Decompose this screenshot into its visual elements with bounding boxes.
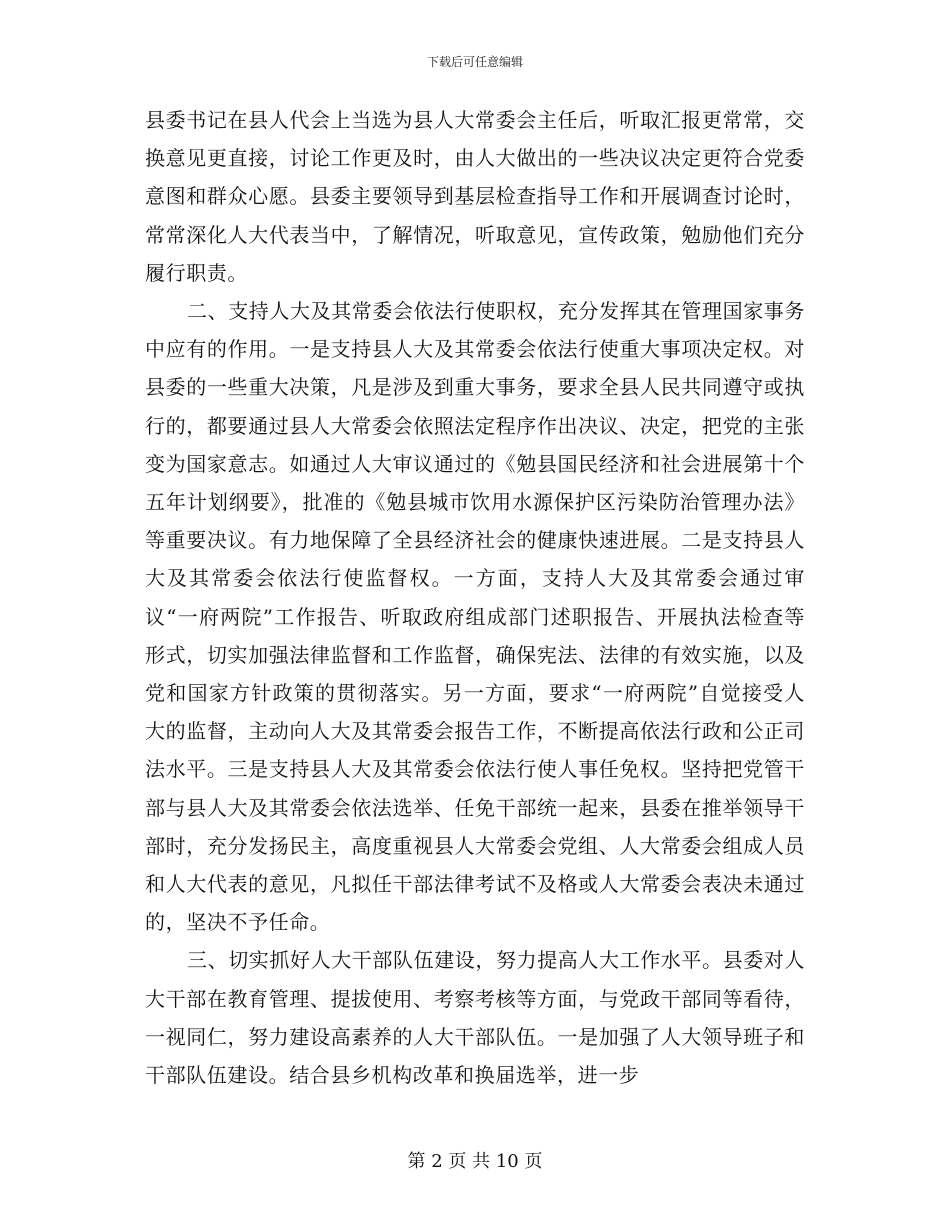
paragraph-3: 三、切实抓好人大干部队伍建设，努力提高人大工作水平。县委对人大干部在教育管理、提拔使用、考察考核等方面，与党政干部同等看待，一视同仁，努力建设高素养的人大干部队伍。一是加强了人大领导班子和干部队伍建设。结合县乡机构改革和换届选举，进一步 <box>145 948 805 1088</box>
document-body <box>145 101 805 1094</box>
page-number-footer: 第 2 页 共 10 页 <box>407 1151 543 1172</box>
page-header: 下载后可任意编辑 <box>426 55 523 69</box>
paragraph-1: 县委书记在县人代会上当选为县人大常委会主任后，听取汇报更常常，交换意见更直接，讨论工作更及时，由人大做出的一些决议决定更符合党委意图和群众心愿。县委主要领导到基层检查指导工作和开展调查讨论时，常常深化人大代表当中，了解情况，听取意见，宣传政策，勉励他们充分履行职责。 <box>145 108 805 285</box>
paragraph-2: 二、支持人大及其常委会依法行使职权，充分发挥其在管理国家事务中应有的作用。一是支持县人大及其常委会依法行使重大事项决定权。对县委的一些重大决策，凡是涉及到重大事务，要求全县人民共同遵守或执行的，都要通过县人大常委会依照法定程序作出决议、决定，把党的主张变为国家意志。如通过人大审议通过的《勉县国民经济和社会进展第十个五年计划纲要》，批准的《勉县城市饮用水源保护区污染防治管理办法》等重要决议。有力地保障了全县经济社会的健康快速进展。二是支持县人大及其常委会依法行使监督权。一方面，支持人大及其常委会通过审议“一府两院”工作报告、听取政府组成部门述职报告、开展执法检查等形式，切实加强法律监督和工作监督，确保宪法、法律的有效实施，以及党和国家方针政策的贯彻落实。另一方面，要求“一府两院”自觉接受人大的监督，主动向人大及其常委会报告工作，不断提高依法行政和公正司法水平。三是支持县人大及其常委会依法行使人事任免权。坚持把党管干部与县人大及其常委会依法选举、任免干部统一起来，县委在推举领导干部时，充分发扬民主，高度重视县人大常委会党组、人大常委会组成人员和人大代表的意见，凡拟任干部法律考试不及格或人大常委会表决未通过的，坚决不予任命。 <box>145 299 805 935</box>
